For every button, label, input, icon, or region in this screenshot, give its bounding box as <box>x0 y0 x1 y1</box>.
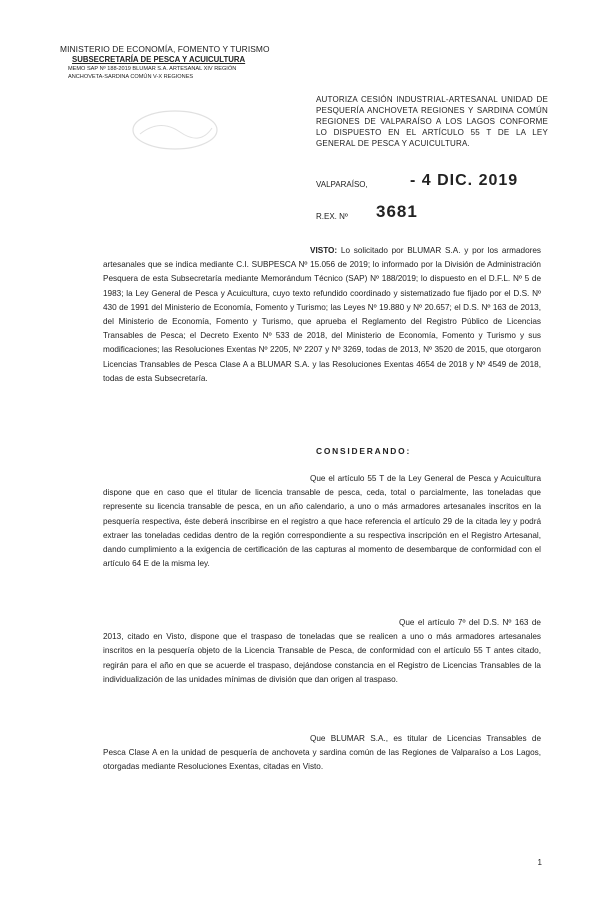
place-label: VALPARAÍSO, <box>316 180 368 189</box>
date-stamp: - 4 DIC. 2019 <box>410 172 519 189</box>
considerando-text-2: Que el artículo 7º del D.S. Nº 163 de 2013, citado en Visto, dispone que el traspaso de toneladas que se realicen a uno o más armadores artesanales inscritos en la pesquería objeto de la Licencia Transable de Pesca, de conformidad con el artículo 55 T antes citado, regirán para el año en que se acuerde el traspaso, dejándose constancia en el Registro de Licencias Transables de la individualización de las unidades mínimas de división que dan origen al traspaso. <box>103 618 541 684</box>
memo-line-2: ANCHOVETA-SARDINA COMÚN V-X REGIONES <box>68 74 194 80</box>
rex-label: R.EX. Nº <box>316 212 348 221</box>
faded-stamp-icon <box>130 108 220 152</box>
considerando-paragraph <box>103 472 541 571</box>
resolution-title: AUTORIZA CESIÓN INDUSTRIAL-ARTESANAL UNIDAD DE PESQUERÍA ANCHOVETA REGIONES Y SARDINA COMÚN REGIONES DE VALPARAÍSO A LOS LAGOS CONFORME LO DISPUESTO EN EL ARTÍCULO 55 T DE LA LEY GENERAL DE PESCA Y ACUICULTURA. <box>316 95 548 148</box>
visto-section <box>103 244 541 386</box>
considerando-text-3: Que BLUMAR S.A., es titular de Licencias Transables de Pesca Clase A en la unidad de pesquería de anchoveta y sardina común de las Regiones de Valparaíso a Los Lagos, otorgadas mediante Resoluciones Exentas, citadas en Visto. <box>103 734 541 772</box>
considerando-heading: CONSIDERANDO: <box>316 446 412 456</box>
subsecretaria-name: SUBSECRETARÍA DE PESCA Y ACUICULTURA <box>72 55 246 64</box>
rex-number: 3681 <box>376 202 418 221</box>
visto-text: Lo solicitado por BLUMAR S.A. y por los armadores artesanales que se indica mediante C.I. SUBPESCA Nº 15.056 de 2019; lo informado por la División de Administración Pesquera de esta Subsecretaría mediante Memorándum Técnico (SAP) Nº 188/2019; lo dispuesto en el D.F.L. Nº 5 de 1983; la Ley General de Pesca y Acuicultura, cuyo texto refundido coordinado y sistematizado fue fijado por el D.S. Nº 430 de 1991 del Ministerio de Economía, Fomento y Turismo; las Leyes Nº 19.880 y Nº 20.657; el D.S. Nº 163 de 2013, del Ministerio de Economía, Fomento y Turismo, que aprueba el Reglamento del Registro Público de Licencias Transables de Pesca; el Decreto Exento Nº 533 de 2018, del Ministerio de Economía, Fomento y Turismo y sus modificaciones; las Resoluciones Exentas Nº 2205, Nº 2207 y Nº 3269, todas de 2013, Nº 3520 de 2015, que otorgaron Licencias Transables de Pesca Clase A a BLUMAR S.A. y las Resoluciones Exentas 4654 de 2018 y Nº 4549 de 2018, todas de esta Subsecretaría. <box>103 246 541 383</box>
visto-label: VISTO: <box>310 246 338 255</box>
memo-line-1: MEMO SAP Nº 188-2019 BLUMAR S.A. ARTESANAL XIV REGIÓN <box>68 66 237 72</box>
ministry-name: MINISTERIO DE ECONOMÍA, FOMENTO Y TURISMO <box>60 44 270 54</box>
letterhead <box>60 44 300 80</box>
considerando-paragraph <box>103 616 541 687</box>
considerando-paragraph <box>103 732 541 775</box>
page-number: 1 <box>537 858 542 867</box>
considerando-text-1: Que el artículo 55 T de la Ley General de Pesca y Acuicultura dispone que en caso que el titular de licencia transable de pesca, ceda, total o parcialmente, las toneladas que represente su licencia transable de pesca, en un año calendario, a uno o más armadores artesanales inscritos en la pesquería respectiva, éste deberá inscribirse en el registro a que hace referencia el artículo 29 de la citada ley y podrá extraer las toneladas cedidas dentro de la región correspondiente a su respectiva inscripción en el Registro Artesanal, dando cumplimiento a la exigencia de certificación de las capturas al momento de desembarque de conformidad con el artículo 64 E de la misma ley. <box>103 474 541 569</box>
